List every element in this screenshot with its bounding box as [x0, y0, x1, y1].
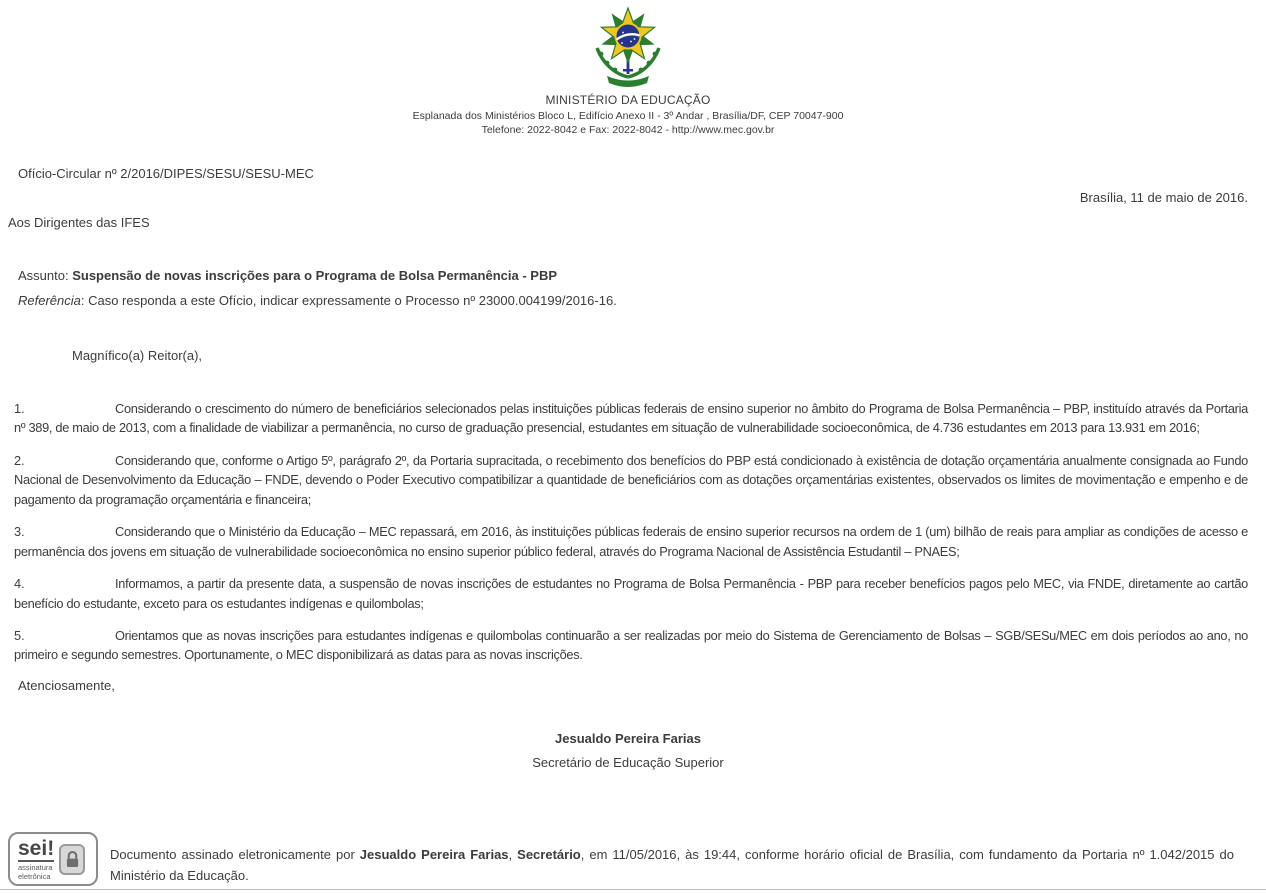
body-paragraph-2	[14, 451, 1248, 509]
sei-tagline: assinatura eletrônica	[18, 862, 53, 881]
paragraph-number: 2.	[14, 452, 25, 468]
sei-logo	[18, 838, 54, 881]
paragraph-number: 1.	[14, 401, 25, 416]
paragraph-text: Considerando que o Ministério da Educação – MEC repassará, em 2016, às instituições públicas federais de ensino superior recursos na ordem de 1 (um) bilhão de reais para ampliar as condições de acesso e permanência dos jovens em situação de vulnerabilidade socioeconômica no ensino superior público federal, através do Programa Nacional de Assistência Estudantil – PNAES;	[14, 524, 1248, 559]
letterhead	[8, 0, 1248, 136]
reference-label: Referência	[18, 293, 81, 308]
addressee: Aos Dirigentes das IFES	[8, 215, 150, 230]
body-paragraph-4	[14, 574, 1248, 613]
paragraph-number: 3.	[14, 524, 25, 540]
sei-wordmark: sei!	[18, 836, 55, 860]
statement-signer-role: Secretário	[517, 847, 581, 862]
sei-seal	[8, 832, 98, 886]
signer-title: Secretário de Educação Superior	[532, 754, 724, 770]
signature-statement: Documento assinado eletronicamente por Jesualdo Pereira Farias, Secretário, em 11/05/2016, às 19:44, conforme horário oficial de Brasília, com fundamento da Portaria nº 1.042/2015 do Ministério da Educação.	[110, 847, 1234, 883]
reference-text: : Caso responda a este Ofício, indicar expressamente o Processo nº 23000.004199/2016-16.	[80, 293, 617, 308]
subject-line	[18, 268, 1248, 283]
body-paragraph-5	[14, 626, 1248, 665]
salutation: Magnífico(a) Reitor(a),	[72, 348, 203, 363]
paragraph-text: Considerando o crescimento do número de beneficiários selecionados pelas instituições públicas federais de ensino superior no âmbito do Programa de Bolsa Permanência – PBP, instituído através da Portaria nº 389, de maio de 2013, com a finalidade de viabilizar a permanência, no curso de graduação presencial, estudantes em situação de vulnerabilidade socioeconômica, de 4.736 estudantes em 2013 para 13.931 em 2016;	[14, 401, 1248, 436]
signer-name: Jesualdo Pereira Farias	[555, 730, 701, 746]
footer-divider	[0, 889, 1266, 890]
document-number: Ofício-Circular nº 2/2016/DIPES/SESU/SESU-MEC	[18, 166, 314, 181]
place-date: Brasília, 11 de maio de 2016.	[1079, 190, 1248, 205]
letter-body	[14, 399, 1248, 665]
paragraph-text: Informamos, a partir da presente data, a suspensão de novas inscrições de estudantes no Programa de Bolsa Permanência - PBP para receber benefícios pagos pelo MEC, via FNDE, diretamente ao cartão benefício do estudante, exceto para os estudantes indígenas e quilombolas;	[14, 576, 1248, 611]
padlock-icon	[59, 844, 85, 875]
subject-label: Assunto:	[18, 268, 73, 283]
signature-statement-wrap	[110, 832, 1248, 887]
brazil-coat-of-arms-icon	[589, 6, 667, 90]
paragraph-number: 4.	[14, 576, 25, 592]
ministry-contact: Telefone: 2022-8042 e Fax: 2022-8042 - http://www.mec.gov.br	[481, 124, 775, 136]
paragraph-text: Orientamos que as novas inscrições para estudantes indígenas e quilombolas continuarão a ser realizadas por meio do Sistema de Gerenciamento de Bolsas – SGB/SESu/MEC em dois períodos ao ano, no primeiro e segundo semestres. Oportunamente, o MEC disponibilizará as datas para as novas inscrições.	[14, 627, 1248, 663]
ministry-address: Esplanada dos Ministérios Bloco L, Edifício Anexo II - 3º Andar , Brasília/DF, CEP 70047-900	[412, 110, 844, 122]
subject-text: Suspensão de novas inscrições para o Programa de Bolsa Permanência - PBP	[72, 268, 557, 283]
paragraph-text: Considerando que, conforme o Artigo 5º, parágrafo 2º, da Portaria supracitada, o recebimento dos benefícios do PBP está condicionado à existência de dotação orçamentária anualmente consignada ao Fundo Nacional de Desenvolvimento da Educação – FNDE, devendo o Poder Executivo compatibilizar a quantidade de beneficiários com as dotações orçamentárias existentes, observados os limites de movimentação e empenho e de pagamento da programação orçamentária e financeira;	[14, 452, 1248, 507]
signature-footer	[8, 832, 1248, 887]
body-paragraph-1	[14, 399, 1248, 438]
statement-signer-name: Jesualdo Pereira Farias	[359, 847, 509, 862]
paragraph-number: 5.	[14, 627, 25, 643]
ministry-name: MINISTÉRIO DA EDUCAÇÃO	[545, 93, 711, 107]
body-paragraph-3	[14, 522, 1248, 561]
closing: Atenciosamente,	[18, 677, 115, 693]
reference-line	[18, 293, 1248, 308]
